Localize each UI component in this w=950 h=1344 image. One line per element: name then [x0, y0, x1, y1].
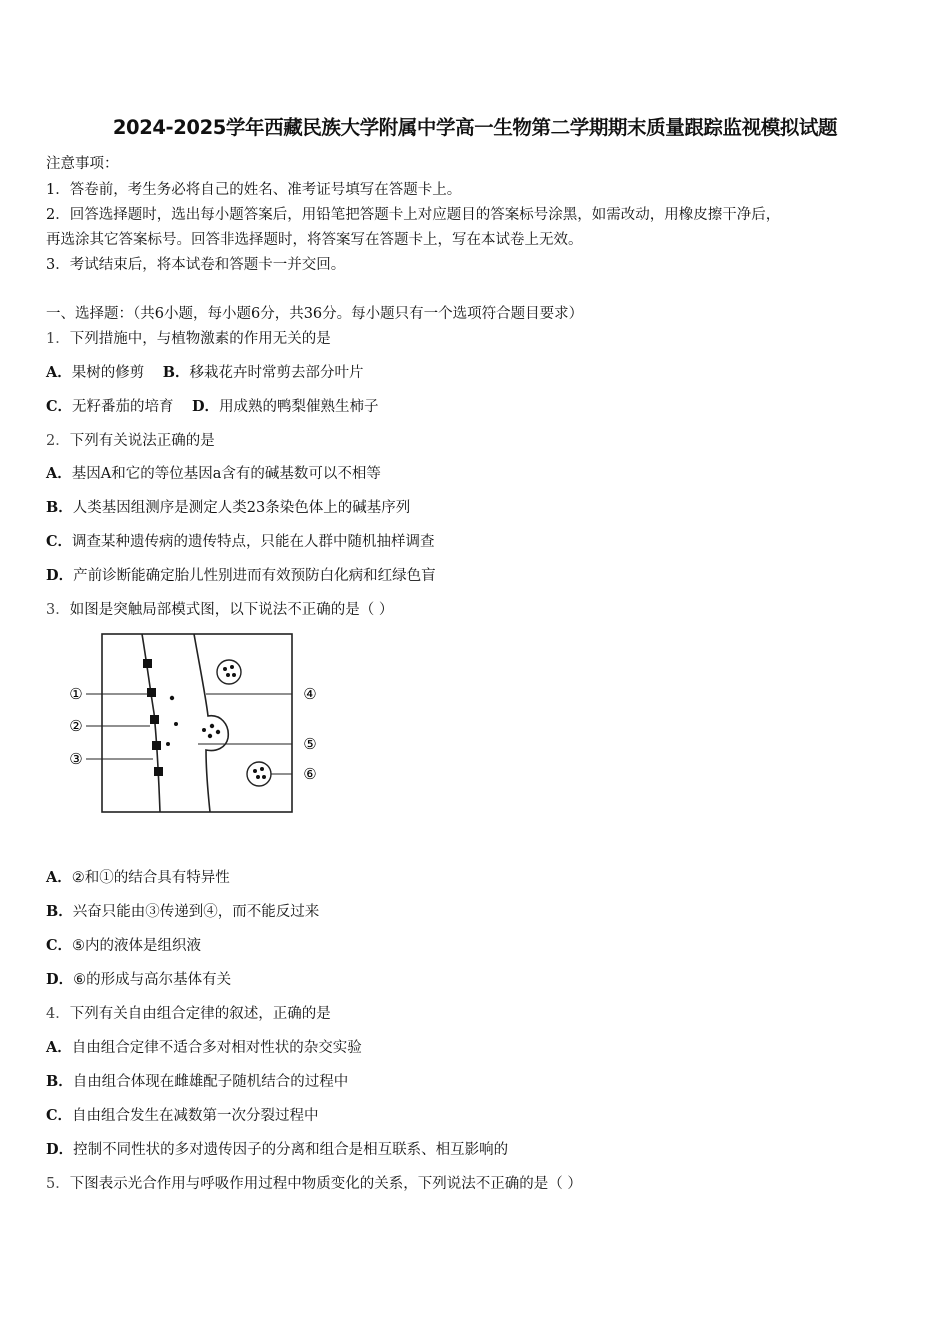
synapse-diagram — [60, 628, 330, 818]
question-3-option-b — [46, 900, 319, 921]
option-label: B． — [46, 499, 73, 516]
option-text: 移栽花卉时常剪去部分叶片 — [189, 365, 364, 381]
option-label: C． — [46, 533, 73, 550]
option-text: 自由组合发生在减数第一次分裂过程中 — [72, 1108, 319, 1124]
diagram-label-6: ⑥ — [303, 765, 317, 783]
option-text: ②和①的结合具有特异性 — [71, 870, 230, 886]
diagram-label-5: ⑤ — [303, 735, 317, 753]
diagram-label-4: ④ — [303, 685, 317, 703]
question-3-option-a — [46, 866, 230, 887]
option-text: 用成熟的鸭梨催熟生柿子 — [219, 399, 379, 415]
question-2-option-a — [46, 462, 381, 483]
option-text: 人类基因组测序是测定人类23条染色体上的碱基序列 — [72, 500, 411, 516]
notice-item: 再选涂其它答案标号。回答非选择题时，将答案写在答题卡上，写在本试卷上无效。 — [46, 232, 583, 248]
question-3-option-c — [46, 934, 201, 955]
option-label: A． — [46, 364, 72, 381]
question-text: 如图是突触局部模式图，以下说法不正确的是（ ） — [69, 602, 394, 618]
option-text: 果树的修剪 — [71, 365, 145, 381]
question-4-option-a — [46, 1036, 362, 1057]
question-4-stem — [46, 1002, 331, 1023]
option-label: A． — [46, 465, 72, 482]
option-text: 产前诊断能确定胎儿性别进而有效预防白化病和红绿色盲 — [73, 568, 436, 584]
question-1-options-row — [46, 395, 379, 416]
question-2-stem — [46, 429, 215, 450]
diagram-label-3: ③ — [69, 750, 83, 768]
option-text: 自由组合体现在雌雄配子随机结合的过程中 — [72, 1074, 349, 1090]
question-text: 下列有关说法正确的是 — [69, 433, 215, 449]
question-2-option-c — [46, 530, 435, 551]
option-label: D． — [46, 1141, 74, 1158]
option-label: B． — [162, 364, 190, 381]
question-2-option-b — [46, 496, 410, 517]
question-1-options-row — [46, 361, 363, 382]
option-label: C． — [46, 398, 73, 415]
option-label: C． — [46, 937, 73, 954]
notice-item: 3．考试结束后，将本试卷和答题卡一并交回。 — [46, 257, 346, 273]
question-number: 1． — [46, 331, 70, 347]
question-4-option-d — [46, 1138, 508, 1159]
option-text: 兴奋只能由③传递到④，而不能反过来 — [72, 904, 320, 920]
option-label: D． — [46, 971, 74, 988]
page-title: 2024-2025学年西藏民族大学附属中学高一生物第二学期期末质量跟踪监视模拟试题 — [112, 116, 838, 139]
question-5-stem — [46, 1172, 582, 1193]
question-text: 下列有关自由组合定律的叙述，正确的是 — [69, 1006, 331, 1022]
question-text: 下列措施中，与植物激素的作用无关的是 — [69, 331, 331, 347]
option-label: D． — [46, 567, 74, 584]
notice-heading: 注意事项： — [46, 156, 119, 172]
option-text: 基因A和它的等位基因a含有的碱基数可以不相等 — [71, 466, 381, 482]
option-text: ⑤内的液体是组织液 — [72, 938, 202, 954]
question-number: 4． — [46, 1006, 70, 1022]
diagram-label-2: ② — [69, 717, 83, 735]
question-number: 3． — [46, 602, 70, 618]
question-4-option-b — [46, 1070, 348, 1091]
option-label: B． — [46, 1073, 73, 1090]
option-label: B． — [46, 903, 73, 920]
question-4-option-c — [46, 1104, 319, 1125]
question-text: 下图表示光合作用与呼吸作用过程中物质变化的关系，下列说法不正确的是（ ） — [69, 1176, 582, 1192]
option-label: A． — [46, 869, 72, 886]
question-3-option-d — [46, 968, 231, 989]
option-text: 调查某种遗传病的遗传特点，只能在人群中随机抽样调查 — [72, 534, 435, 550]
notice-item: 2．回答选择题时，选出每小题答案后，用铅笔把答题卡上对应题目的答案标号涂黑，如需改动，用橡皮擦干净后， — [46, 207, 781, 223]
option-text: 无籽番茄的培育 — [72, 399, 174, 415]
option-label: C． — [46, 1107, 73, 1124]
question-number: 5． — [46, 1176, 70, 1192]
diagram-label-1: ① — [69, 685, 83, 703]
section-heading: 一、选择题：（共6小题，每小题6分，共36分。每小题只有一个选项符合题目要求） — [46, 306, 584, 322]
option-text: ⑥的形成与高尔基体有关 — [73, 972, 232, 988]
option-label: A． — [46, 1039, 72, 1056]
option-text: 控制不同性状的多对遗传因子的分离和组合是相互联系、相互影响的 — [73, 1142, 509, 1158]
question-2-option-d — [46, 564, 436, 585]
option-label: D． — [191, 398, 220, 415]
question-1-stem — [46, 327, 331, 348]
notice-item: 1．答卷前，考生务必将自己的姓名、准考证号填写在答题卡上。 — [46, 182, 462, 198]
question-number: 2． — [46, 433, 70, 449]
option-text: 自由组合定律不适合多对相对性状的杂交实验 — [71, 1040, 362, 1056]
question-3-stem — [46, 598, 393, 619]
